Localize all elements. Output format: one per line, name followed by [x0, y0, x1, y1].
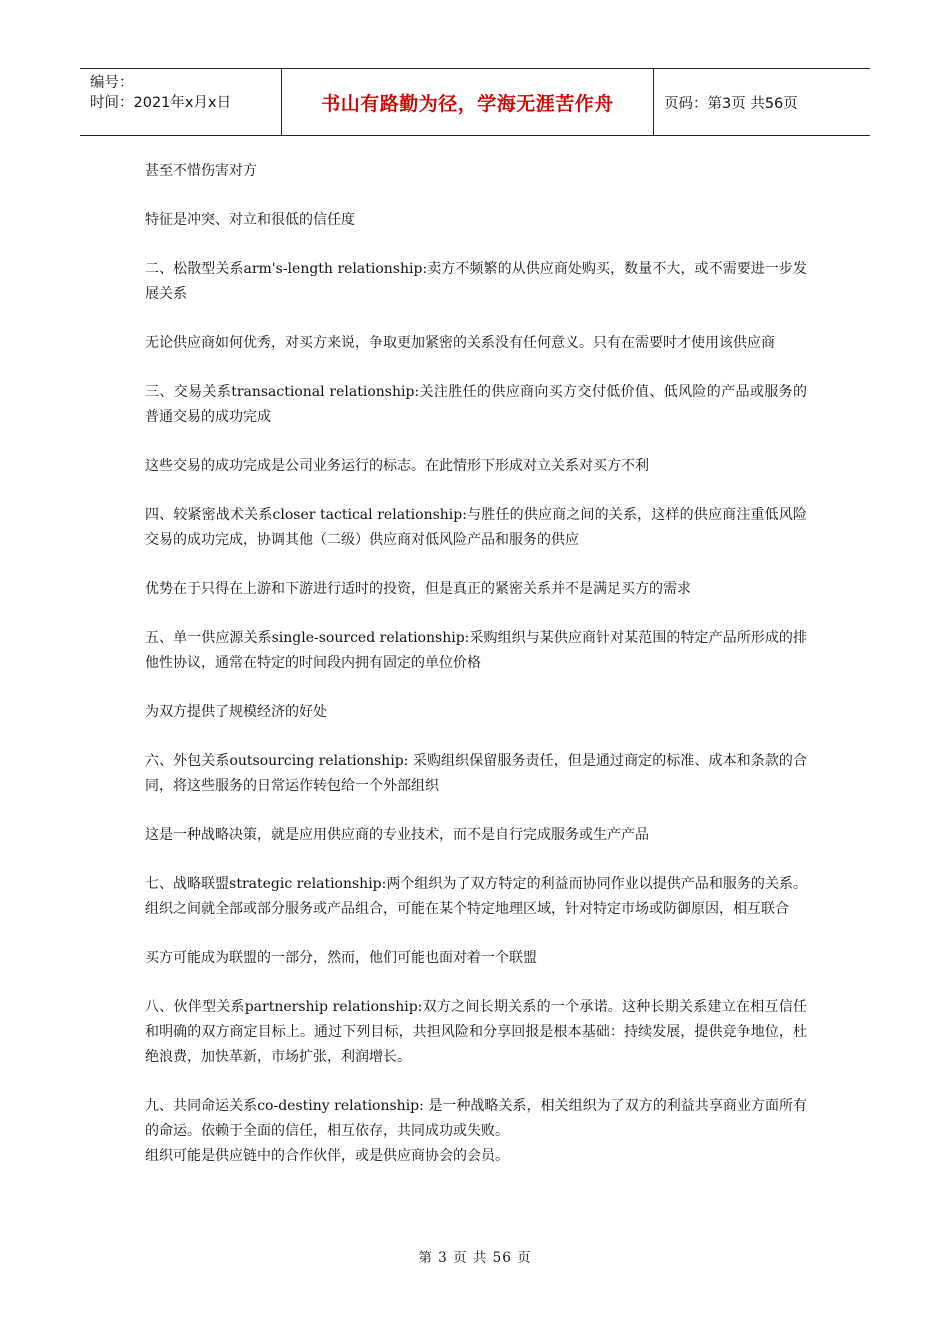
- paragraph: 二、松散型关系arm's-length relationship:卖方不频繁的从供应商处购买，数量不大，或不需要进一步发展关系: [145, 261, 807, 302]
- paragraph: 六、外包关系outsourcing relationship: 采购组织保留服务责任，但是通过商定的标准、成本和条款的合同，将这些服务的日常运作转包给一个外部组织: [145, 753, 807, 794]
- header-page-info: 页码：第3页 共56页: [664, 95, 798, 112]
- paragraph: 特征是冲突、对立和很低的信任度: [145, 212, 355, 228]
- paragraph: 买方可能成为联盟的一部分，然而，他们可能也面对着一个联盟: [145, 950, 537, 966]
- paragraph: 甚至不惜伤害对方: [145, 163, 257, 179]
- page-footer: 第 3 页 共 56 页: [418, 1250, 532, 1266]
- paragraph: 这是一种战略决策，就是应用供应商的专业技术，而不是自行完成服务或生产产品: [145, 827, 649, 843]
- paragraph: 八、伙伴型关系partnership relationship:双方之间长期关系的一个承诺。这种长期关系建立在相互信任和明确的双方商定目标上。通过下列目标，共担风险和分享回报是根本基础：持续发展，提供竞争地位，杜绝浪费，加快革新，市场扩张，利润增长。: [145, 999, 807, 1065]
- header-motto: 书山有路勤为径，学海无涯苦作舟: [282, 69, 654, 135]
- header-meta: [80, 69, 282, 135]
- document-number-label: 编号：: [90, 75, 134, 91]
- paragraph: 九、共同命运关系co-destiny relationship: 是一种战略关系，相关组织为了双方的利益共享商业方面所有的命运。依赖于全面的信任，相互依存，共同成功或失败。: [145, 1098, 807, 1139]
- paragraph: 五、单一供应源关系single-sourced relationship:采购组织与某供应商针对某范围的特定产品所形成的排他性协议，通常在特定的时间段内拥有固定的单位价格: [145, 630, 807, 671]
- paragraph: 组织可能是供应链中的合作伙伴，或是供应商协会的会员。: [145, 1148, 509, 1164]
- paragraph: 这些交易的成功完成是公司业务运行的标志。在此情形下形成对立关系对买方不利: [145, 458, 649, 474]
- page-header: [80, 68, 870, 136]
- document-time-label: 时间：2021年x月x日: [90, 95, 232, 111]
- paragraph: 无论供应商如何优秀，对买方来说，争取更加紧密的关系没有任何意义。只有在需要时才使用该供应商: [145, 335, 775, 351]
- paragraph: 四、较紧密战术关系closer tactical relationship:与胜任的供应商之间的关系，这样的供应商注重低风险交易的成功完成，协调其他（二级）供应商对低风险产品和服务的供应: [145, 507, 807, 548]
- document-body: [145, 159, 807, 1169]
- paragraph: 为双方提供了规模经济的好处: [145, 704, 327, 720]
- paragraph: 优势在于只得在上游和下游进行适时的投资，但是真正的紧密关系并不是满足买方的需求: [145, 581, 691, 597]
- paragraph: 七、战略联盟strategic relationship:两个组织为了双方特定的利益而协同作业以提供产品和服务的关系。组织之间就全部或部分服务或产品组合，可能在某个特定地理区域，针对特定市场或防御原因，相互联合: [145, 876, 807, 917]
- paragraph: 三、交易关系transactional relationship:关注胜任的供应商向买方交付低价值、低风险的产品或服务的普通交易的成功完成: [145, 384, 807, 425]
